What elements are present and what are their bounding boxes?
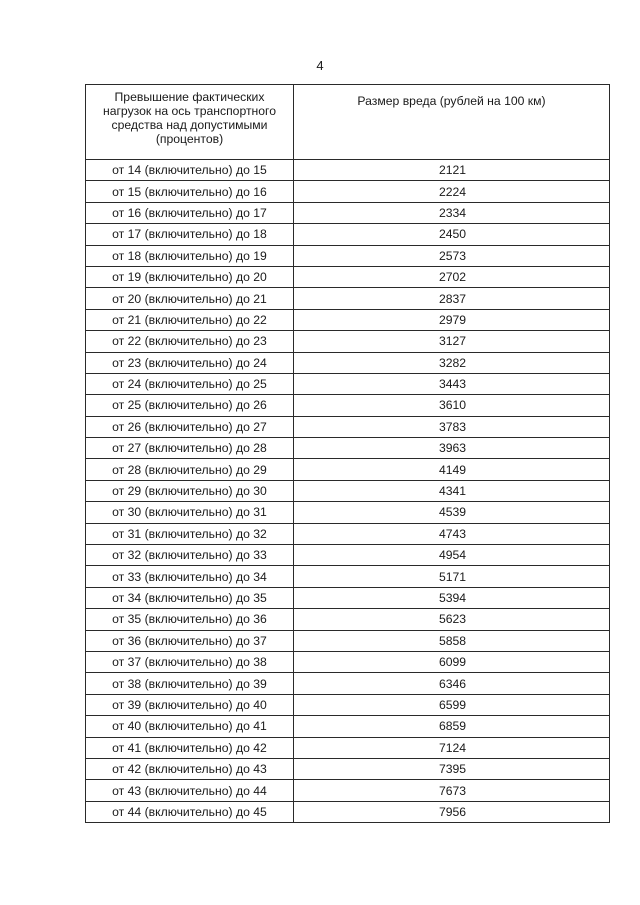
table-row (86, 160, 610, 181)
damage-value-cell: 6859 (294, 716, 610, 737)
excess-range-cell: от 42 (включительно) до 43 (86, 758, 294, 779)
table-header (86, 85, 610, 160)
damage-value-cell: 7673 (294, 780, 610, 801)
damage-value-cell: 3127 (294, 331, 610, 352)
table-row (86, 673, 610, 694)
damage-value-cell: 2837 (294, 288, 610, 309)
damage-value-cell: 4743 (294, 523, 610, 544)
table-row (86, 609, 610, 630)
damage-value-cell: 2702 (294, 266, 610, 287)
excess-range-cell: от 35 (включительно) до 36 (86, 609, 294, 630)
table-row (86, 502, 610, 523)
excess-range-cell: от 36 (включительно) до 37 (86, 630, 294, 651)
table-row (86, 459, 610, 480)
excess-range-cell: от 41 (включительно) до 42 (86, 737, 294, 758)
table-row (86, 566, 610, 587)
damage-rate-table (85, 84, 610, 823)
table-row (86, 758, 610, 779)
table-row (86, 716, 610, 737)
excess-range-cell: от 19 (включительно) до 20 (86, 266, 294, 287)
table-row (86, 202, 610, 223)
damage-value-cell: 7395 (294, 758, 610, 779)
table-row (86, 737, 610, 758)
excess-range-cell: от 23 (включительно) до 24 (86, 352, 294, 373)
page-number: 4 (316, 58, 324, 73)
excess-range-cell: от 44 (включительно) до 45 (86, 801, 294, 822)
damage-value-cell: 3963 (294, 438, 610, 459)
damage-value-cell: 2334 (294, 202, 610, 223)
damage-value-cell: 2224 (294, 181, 610, 202)
excess-range-cell: от 29 (включительно) до 30 (86, 480, 294, 501)
header-damage-amount: Размер вреда (рублей на 100 км) (294, 85, 610, 160)
excess-range-cell: от 37 (включительно) до 38 (86, 651, 294, 672)
excess-range-cell: от 27 (включительно) до 28 (86, 438, 294, 459)
damage-value-cell: 4954 (294, 545, 610, 566)
damage-value-cell: 4341 (294, 480, 610, 501)
table-row (86, 438, 610, 459)
damage-value-cell: 6599 (294, 694, 610, 715)
damage-value-cell: 5394 (294, 587, 610, 608)
table-row (86, 587, 610, 608)
table-row (86, 352, 610, 373)
header-row (86, 85, 610, 160)
damage-value-cell: 3610 (294, 395, 610, 416)
damage-value-cell: 5858 (294, 630, 610, 651)
excess-range-cell: от 39 (включительно) до 40 (86, 694, 294, 715)
damage-value-cell: 3443 (294, 373, 610, 394)
damage-value-cell: 5623 (294, 609, 610, 630)
damage-value-cell: 3282 (294, 352, 610, 373)
table-row (86, 181, 610, 202)
excess-range-cell: от 30 (включительно) до 31 (86, 502, 294, 523)
damage-value-cell: 7124 (294, 737, 610, 758)
damage-value-cell: 2573 (294, 245, 610, 266)
table-body (86, 160, 610, 823)
excess-range-cell: от 16 (включительно) до 17 (86, 202, 294, 223)
damage-value-cell: 2450 (294, 224, 610, 245)
excess-range-cell: от 22 (включительно) до 23 (86, 331, 294, 352)
excess-range-cell: от 32 (включительно) до 33 (86, 545, 294, 566)
table-row (86, 630, 610, 651)
table-row (86, 288, 610, 309)
excess-range-cell: от 33 (включительно) до 34 (86, 566, 294, 587)
table-row (86, 545, 610, 566)
table-row (86, 373, 610, 394)
excess-range-cell: от 25 (включительно) до 26 (86, 395, 294, 416)
excess-range-cell: от 24 (включительно) до 25 (86, 373, 294, 394)
excess-range-cell: от 21 (включительно) до 22 (86, 309, 294, 330)
damage-value-cell: 5171 (294, 566, 610, 587)
excess-range-cell: от 34 (включительно) до 35 (86, 587, 294, 608)
table-row (86, 245, 610, 266)
damage-value-cell: 7956 (294, 801, 610, 822)
excess-range-cell: от 43 (включительно) до 44 (86, 780, 294, 801)
excess-range-cell: от 14 (включительно) до 15 (86, 160, 294, 181)
table-row (86, 331, 610, 352)
damage-value-cell: 3783 (294, 416, 610, 437)
damage-value-cell: 6099 (294, 651, 610, 672)
table-row (86, 266, 610, 287)
table-row (86, 523, 610, 544)
excess-range-cell: от 18 (включительно) до 19 (86, 245, 294, 266)
damage-value-cell: 4539 (294, 502, 610, 523)
table-row (86, 395, 610, 416)
excess-range-cell: от 31 (включительно) до 32 (86, 523, 294, 544)
table-row (86, 416, 610, 437)
damage-value-cell: 2121 (294, 160, 610, 181)
table-row (86, 694, 610, 715)
excess-range-cell: от 15 (включительно) до 16 (86, 181, 294, 202)
table-row (86, 480, 610, 501)
table-row (86, 651, 610, 672)
excess-range-cell: от 20 (включительно) до 21 (86, 288, 294, 309)
damage-value-cell: 4149 (294, 459, 610, 480)
table-row (86, 780, 610, 801)
table-row (86, 224, 610, 245)
damage-value-cell: 2979 (294, 309, 610, 330)
excess-range-cell: от 40 (включительно) до 41 (86, 716, 294, 737)
excess-range-cell: от 26 (включительно) до 27 (86, 416, 294, 437)
damage-value-cell: 6346 (294, 673, 610, 694)
table-row (86, 801, 610, 822)
excess-range-cell: от 38 (включительно) до 39 (86, 673, 294, 694)
header-load-excess: Превышение фактических нагрузок на ось транспортного средства над допустимыми (процентов) (86, 85, 294, 160)
table-row (86, 309, 610, 330)
excess-range-cell: от 28 (включительно) до 29 (86, 459, 294, 480)
excess-range-cell: от 17 (включительно) до 18 (86, 224, 294, 245)
